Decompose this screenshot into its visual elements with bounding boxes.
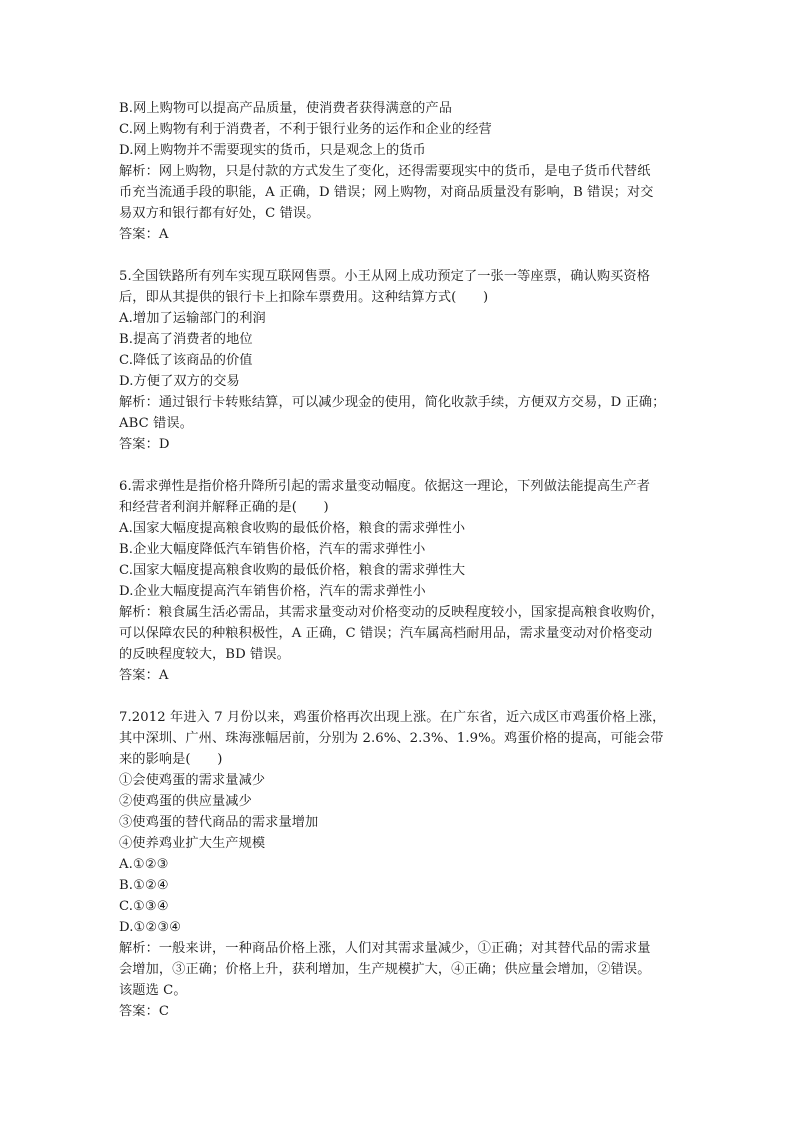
answer: 答案：A: [119, 668, 169, 683]
option-a: A.国家大幅度提高粮食收购的最低价格，粮食的需求弹性小: [119, 521, 466, 536]
question-7: [119, 707, 685, 1022]
analysis-line: 解析：网上购物，只是付款的方式发生了变化，还得需要现实中的货币，是电子货币代替纸: [119, 164, 651, 179]
option-b: B.提高了消费者的地位: [119, 332, 253, 347]
analysis-line: 币充当流通手段的职能，A 正确，D 错误；网上购物，对商品质量没有影响，B 错误；对交: [119, 185, 654, 200]
statement-1: ①会使鸡蛋的需求量减少: [119, 773, 266, 788]
analysis-line: ABC 错误。: [119, 416, 194, 431]
answer: 答案：A: [119, 227, 169, 242]
option-a: A.①②③: [119, 857, 169, 872]
option-a: A.增加了运输部门的利润: [119, 311, 266, 326]
question-stem: 来的影响是( ): [119, 752, 223, 767]
question-stem: 和经营者利润并解释正确的是( ): [119, 500, 329, 515]
question-stem: 5.全国铁路所有列车实现互联网售票。小王从网上成功预定了一张一等座票，确认购买资格: [119, 269, 650, 284]
statement-2: ②使鸡蛋的供应量减少: [119, 794, 252, 809]
analysis-line: 解析：粮食属生活必需品，其需求量变动对价格变动的反映程度较小，国家提高粮食收购价，: [119, 605, 664, 620]
statement-4: ④使养鸡业扩大生产规模: [119, 836, 266, 851]
analysis-line: 解析：一般来讲，一种商品价格上涨，人们对其需求量减少，①正确；对其替代品的需求量: [119, 941, 651, 956]
analysis-line: 解析：通过银行卡转账结算，可以减少现金的使用，简化收款手续，方便双方交易，D 正确；: [119, 395, 666, 410]
option-b: B.①②④: [119, 878, 169, 893]
question-stem: 7.2012 年进入 7 月份以来，鸡蛋价格再次出现上涨。在广东省，近六成区市鸡蛋价格上涨，: [119, 710, 666, 725]
option-c: C.网上购物有利于消费者，不利于银行业务的运作和企业的经营: [119, 122, 492, 137]
question-6: [119, 476, 685, 686]
option-c: C.降低了该商品的价值: [119, 353, 253, 368]
analysis-line: 的反映程度较大，BD 错误。: [119, 647, 290, 662]
analysis-line: 会增加，③正确；价格上升，获利增加，生产规模扩大，④正确；供应量会增加，②错误。: [119, 962, 651, 977]
answer: 答案：D: [119, 437, 170, 452]
analysis-line: 该题选 C。: [119, 983, 187, 998]
option-d: D.网上购物并不需要现实的货币，只是观念上的货币: [119, 143, 426, 158]
question-4-continuation: [119, 98, 685, 245]
option-c: C.①③④: [119, 899, 169, 914]
question-stem: 其中深圳、广州、珠海涨幅居前，分别为 2.6%、2.3%、1.9%。鸡蛋价格的提高，可能会带: [119, 731, 664, 746]
analysis-line: 易双方和银行都有好处，C 错误。: [119, 206, 320, 221]
option-c: C.国家大幅度提高粮食收购的最低价格，粮食的需求弹性大: [119, 563, 466, 578]
document-page: [119, 98, 685, 1022]
option-d: D.①②③④: [119, 920, 182, 935]
question-5: [119, 266, 685, 455]
option-b: B.企业大幅度降低汽车销售价格，汽车的需求弹性小: [119, 542, 426, 557]
question-stem: 6.需求弹性是指价格升降所引起的需求量变动幅度。依据这一理论，下列做法能提高生产者: [119, 479, 650, 494]
option-d: D.方便了双方的交易: [119, 374, 240, 389]
analysis-line: 可以保障农民的种粮积极性，A 正确，C 错误；汽车属高档耐用品，需求量变动对价格变动: [119, 626, 653, 641]
question-stem: 后，即从其提供的银行卡上扣除车票费用。这种结算方式( ): [119, 290, 489, 305]
option-b: B.网上购物可以提高产品质量，使消费者获得满意的产品: [119, 101, 452, 116]
statement-3: ③使鸡蛋的替代商品的需求量增加: [119, 815, 319, 830]
option-d: D.企业大幅度提高汽车销售价格，汽车的需求弹性小: [119, 584, 426, 599]
answer: 答案：C: [119, 1004, 170, 1019]
